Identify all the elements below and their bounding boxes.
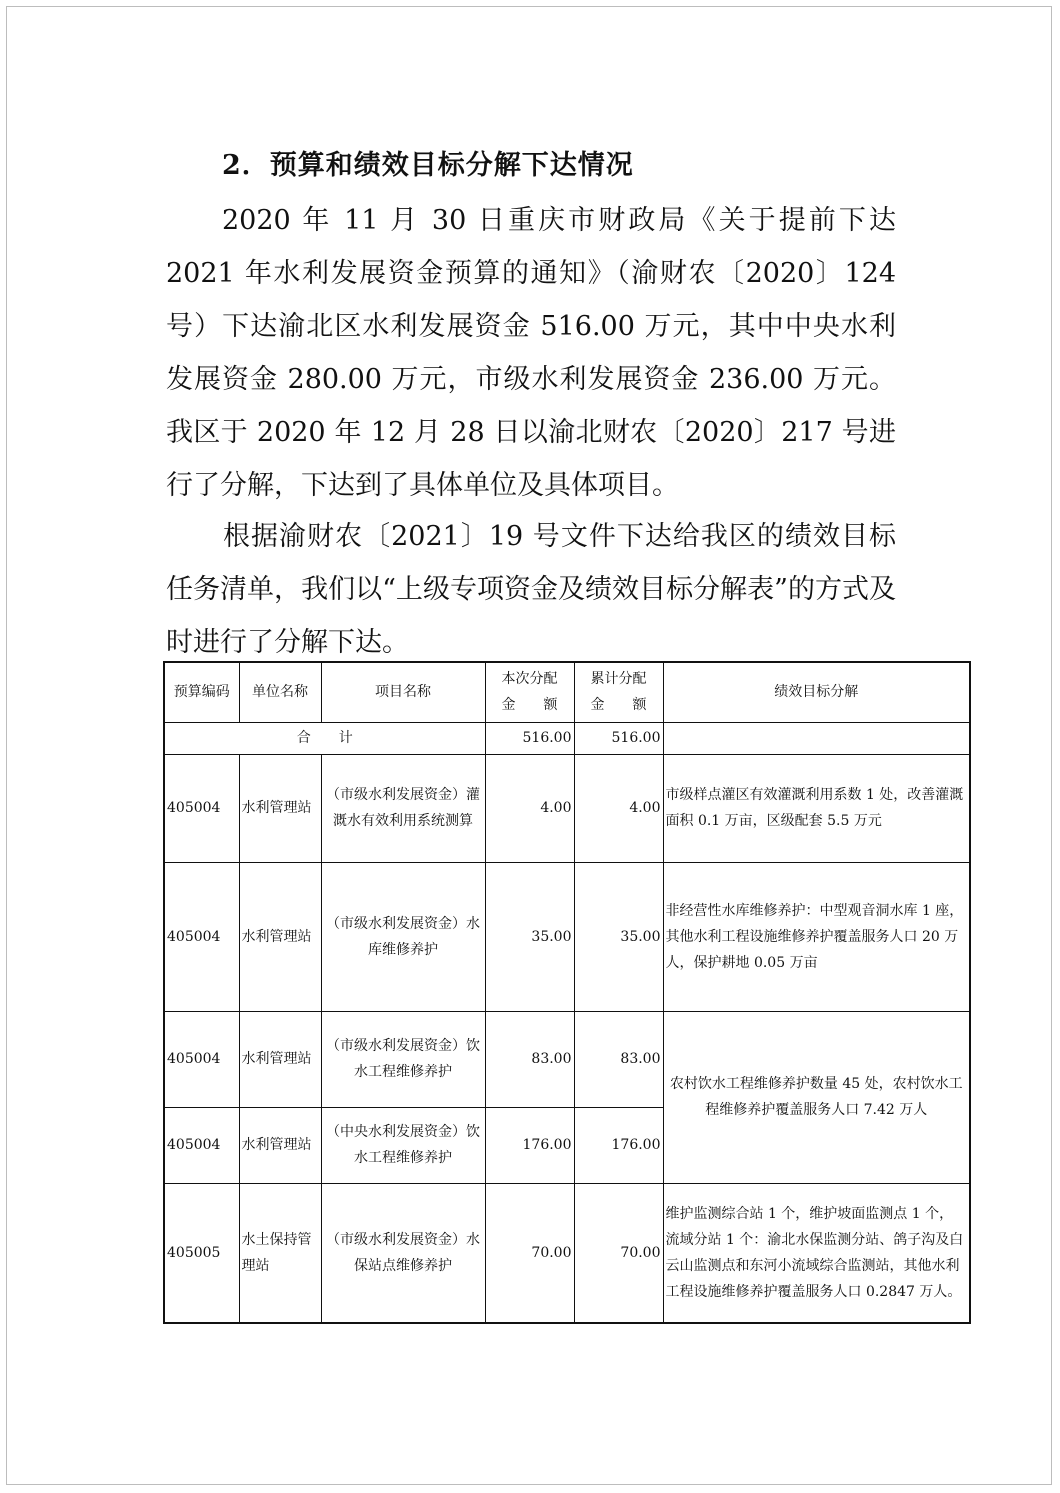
row-project-name: （中央水利发展资金）饮水工程维修养护	[321, 1107, 485, 1183]
row-budget-code: 405005	[164, 1183, 239, 1323]
row-this-amount: 70.00	[485, 1183, 574, 1323]
row-unit-name: 水利管理站	[239, 862, 321, 1011]
header-this-allocation-line2: 金 额	[501, 697, 558, 714]
row-performance-target: 维护监测综合站 1 个，维护坡面监测点 1 个，流域分站 1 个：渝北水保监测分站、鸽子沟及白云山监测点和东河小流域综合监测站，其他水利工程设施维修养护覆盖服务人口 0.2847 万人。	[663, 1183, 970, 1323]
row-cumulative-amount: 4.00	[574, 754, 663, 862]
header-this-allocation-line1: 本次分配	[501, 671, 558, 688]
total-this-amount: 516.00	[485, 722, 574, 754]
row-budget-code: 405004	[164, 1011, 239, 1107]
table-header-row	[164, 662, 970, 722]
header-cumulative-allocation-line2: 金 额	[590, 697, 647, 714]
row-cumulative-amount: 35.00	[574, 862, 663, 1011]
header-unit-name: 单位名称	[239, 662, 321, 722]
total-cumulative-amount: 516.00	[574, 722, 663, 754]
row-this-amount: 83.00	[485, 1011, 574, 1107]
row-budget-code: 405004	[164, 862, 239, 1011]
paragraph-budget-allocation	[166, 194, 896, 512]
row-performance-target: 市级样点灌区有效灌溉利用系数 1 处，改善灌溉面积 0.1 万亩，区级配套 5.5 万元	[663, 754, 970, 862]
row-this-amount: 35.00	[485, 862, 574, 1011]
header-project-name: 项目名称	[321, 662, 485, 722]
row-unit-name: 水利管理站	[239, 1107, 321, 1183]
row-cumulative-amount: 83.00	[574, 1011, 663, 1107]
table-row	[164, 1011, 970, 1107]
row-project-name: （市级水利发展资金）水库维修养护	[321, 862, 485, 1011]
row-budget-code: 405004	[164, 754, 239, 862]
header-cumulative-allocation-line1: 累计分配	[590, 671, 647, 688]
row-unit-name: 水利管理站	[239, 754, 321, 862]
row-unit-name: 水土保持管理站	[239, 1183, 321, 1323]
total-target-empty	[663, 722, 970, 754]
paragraph-text: 根据渝财农〔2021〕19 号文件下达给我区的绩效目标任务清单，我们以“上级专项资金及绩效目标分解表”的方式及时进行了分解下达。	[166, 521, 896, 658]
row-performance-target: 农村饮水工程维修养护数量 45 处，农村饮水工程维修养护覆盖服务人口 7.42 万人	[663, 1011, 970, 1183]
section-heading: 2．预算和绩效目标分解下达情况	[222, 150, 634, 181]
header-performance-target: 绩效目标分解	[663, 662, 970, 722]
table-total-row	[164, 722, 970, 754]
header-cumulative-allocation	[574, 662, 663, 722]
row-this-amount: 176.00	[485, 1107, 574, 1183]
table-row	[164, 754, 970, 862]
header-budget-code: 预算编码	[164, 662, 239, 722]
row-budget-code: 405004	[164, 1107, 239, 1183]
row-cumulative-amount: 70.00	[574, 1183, 663, 1323]
row-this-amount: 4.00	[485, 754, 574, 862]
row-performance-target: 非经营性水库维修养护：中型观音洞水库 1 座，其他水利工程设施维修养护覆盖服务人口 20 万人，保护耕地 0.05 万亩	[663, 862, 970, 1011]
row-project-name: （市级水利发展资金）水保站点维修养护	[321, 1183, 485, 1323]
budget-allocation-table	[163, 661, 971, 1324]
header-this-allocation	[485, 662, 574, 722]
row-unit-name: 水利管理站	[239, 1011, 321, 1107]
row-project-name: （市级水利发展资金）饮水工程维修养护	[321, 1011, 485, 1107]
total-label: 合 计	[164, 722, 485, 754]
paragraph-text: 2020 年 11 月 30 日重庆市财政局《关于提前下达 2021 年水利发展资金预算的通知》（渝财农〔2020〕124 号）下达渝北区水利发展资金 516.00 万元，其中中央水利发展资金 280.00 万元，市级水利发展资金 236.00 万元。我区于 2020 年 12 月 28 日以渝北财农〔2020〕217 号进行了分解，下达到了具体单位及具体项目。	[166, 205, 896, 501]
paragraph-performance-targets	[166, 510, 896, 669]
row-project-name: （市级水利发展资金）灌溉水有效利用系统测算	[321, 754, 485, 862]
row-cumulative-amount: 176.00	[574, 1107, 663, 1183]
table-row	[164, 1183, 970, 1323]
table-row	[164, 862, 970, 1011]
